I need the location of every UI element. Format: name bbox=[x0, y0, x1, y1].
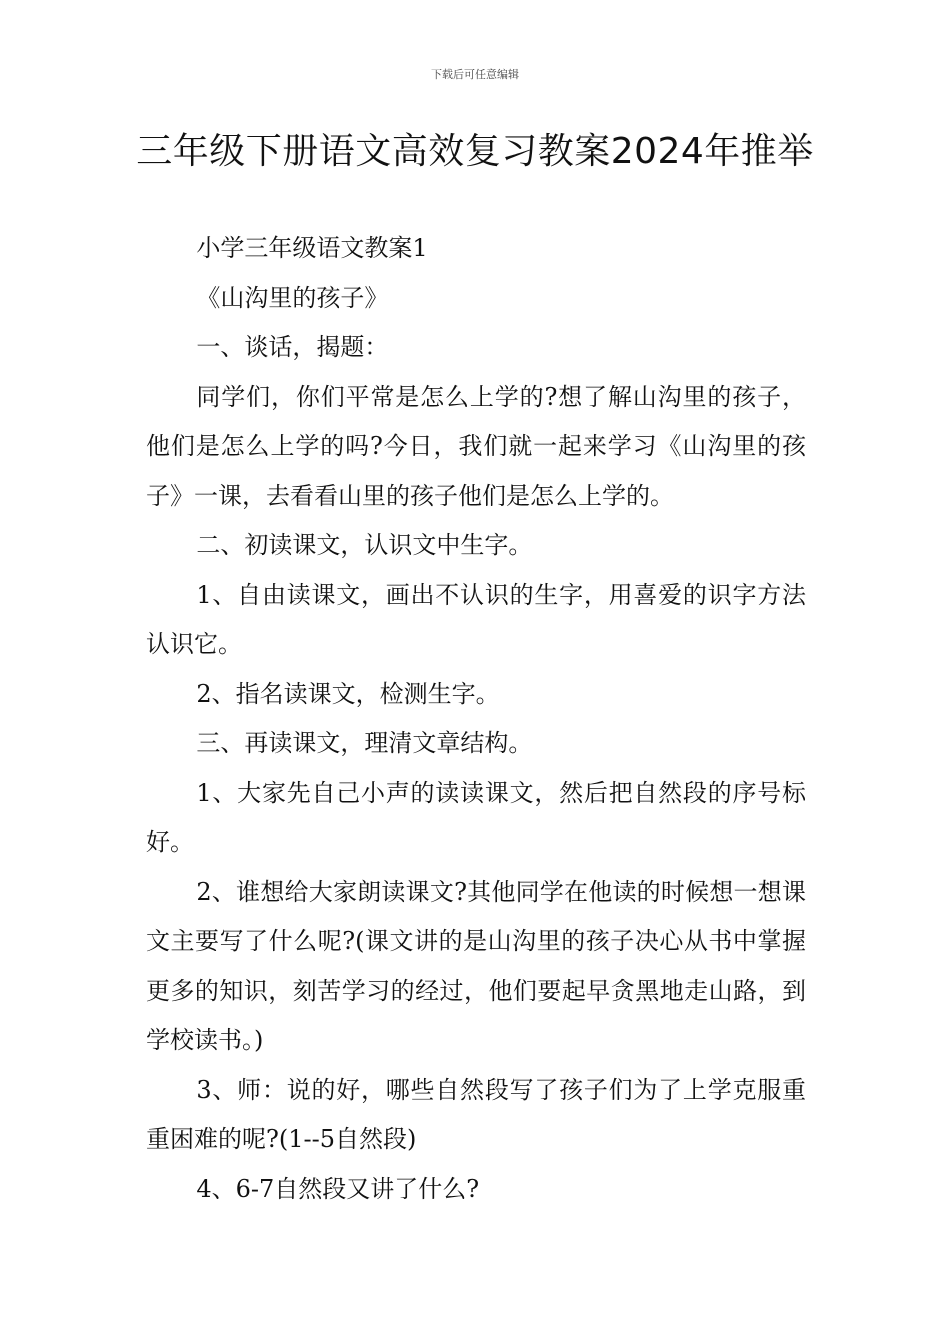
paragraph-lesson-title: 《山沟里的孩子》 bbox=[196, 283, 389, 312]
paragraph-step: 3、师：说的好，哪些自然段写了孩子们为了上学克服重重困难的呢?(1--5自然段) bbox=[146, 1075, 806, 1153]
header-note: 下载后可任意编辑 bbox=[431, 68, 519, 81]
paragraph-section-two: 二、初读课文，认识文中生字。 bbox=[196, 531, 533, 559]
paragraph-step: 1、自由读课文，画出不认识的生字，用喜爱的识字方法认识它。 bbox=[146, 580, 806, 658]
paragraph-step: 1、大家先自己小声的读读课文，然后把自然段的序号标好。 bbox=[146, 778, 806, 856]
paragraph-step: 4、6-7自然段又讲了什么? bbox=[196, 1174, 480, 1203]
paragraph-step: 2、指名读课文，检测生字。 bbox=[196, 679, 500, 708]
paragraph-section-one: 一、谈话，揭题： bbox=[196, 333, 389, 361]
paragraph-section-three: 三、再读课文，理清文章结构。 bbox=[196, 729, 533, 757]
paragraph-step: 2、谁想给大家朗读课文?其他同学在他读的时候想一想课文主要写了什么呢?(课文讲的是山沟里的孩子决心从书中掌握更多的知识，刻苦学习的经过，他们要起早贪黑地走山路，到学校读书。) bbox=[146, 877, 806, 1054]
paragraph-intro: 同学们，你们平常是怎么上学的?想了解山沟里的孩子，他们是怎么上学的吗?今日，我们就一起来学习《山沟里的孩子》一课，去看看山里的孩子他们是怎么上学的。 bbox=[146, 382, 806, 510]
paragraph-lesson-heading: 小学三年级语文教案1 bbox=[196, 234, 428, 262]
document-title: 三年级下册语文高效复习教案2024年推举 bbox=[136, 131, 814, 172]
document-body bbox=[146, 224, 806, 1214]
